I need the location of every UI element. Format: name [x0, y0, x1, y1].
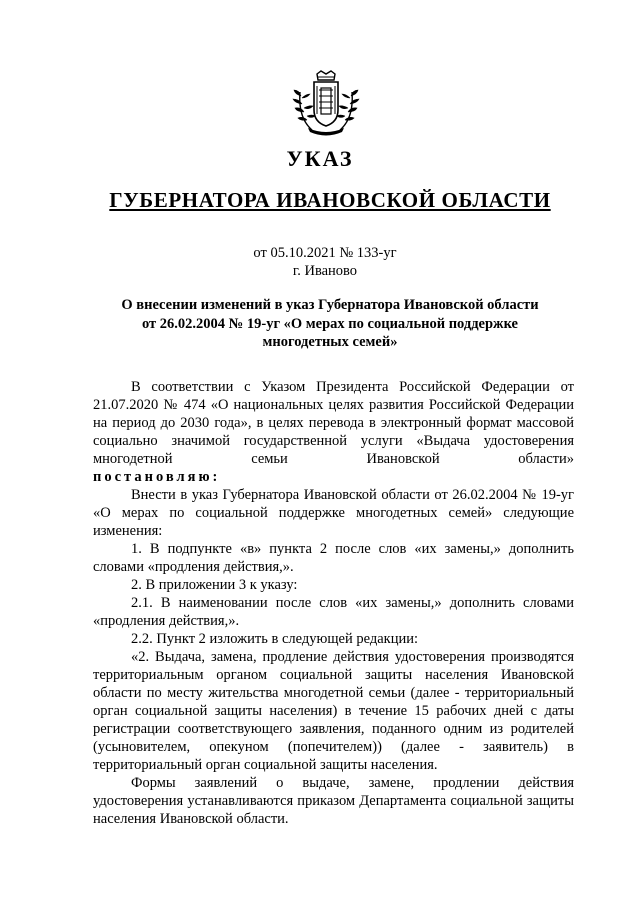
coat-of-arms-icon: [290, 70, 362, 136]
paragraph-item-1: 1. В подпункте «в» пункта 2 после слов «их замены,» дополнить словами «продления действия,».: [93, 541, 574, 575]
heading-line: от 26.02.2004 № 19-уг «О мерах по социальной поддержке: [141, 315, 518, 332]
document-body: [93, 378, 574, 828]
document-city: г. Иваново: [292, 263, 358, 279]
document-heading: [100, 296, 560, 352]
paragraph-item-2-1: 2.1. В наименовании после слов «их замены,» дополнить словами «продления действия,».: [93, 595, 574, 629]
paragraph-item-2: 2. В приложении 3 к указу:: [131, 577, 298, 593]
heading-line: многодетных семей»: [262, 334, 398, 350]
paragraph-preamble: В соответствии с Указом Президента Российской Федерации от 21.07.2020 № 474 «О национальных целях развития Российской Федерации на период до 2030 года», в целях перевода в электронный формат массовой социально значимой государственной услуги «Выдача удостоверения многодетной семьи Ивановской области»: [93, 379, 574, 467]
issuer-title: ГУБЕРНАТОРА ИВАНОВСКОЙ ОБЛАСТИ: [109, 188, 551, 212]
document-type-title: УКАЗ: [286, 146, 354, 171]
paragraph-amendment-intro: Внести в указ Губернатора Ивановской области от 26.02.2004 № 19-уг «О мерах по социальной поддержке многодетных семей» следующие изменения:: [93, 487, 574, 539]
document-date-number: от 05.10.2021 № 133-уг: [253, 245, 397, 261]
paragraph-forms: Формы заявлений о выдаче, замене, продлении действия удостоверения устанавливаются приказом Департамента социальной защиты населения Ивановской области.: [93, 775, 574, 827]
paragraph-quoted-clause: «2. Выдача, замена, продление действия удостоверения производятся территориальным органом социальной защиты населения Ивановской области по месту жительства многодетной семьи (далее - территориальный орган социальной защиты населения) в течение 15 рабочих дней с даты регистрации соответствующего заявления, поданного одним из родителей (усыновителем, опекуном (попечителем)) (далее - заявитель) в территориальный орган социальной защиты населения.: [93, 649, 574, 773]
paragraph-item-2-2: 2.2. Пункт 2 изложить в следующей редакции:: [131, 631, 419, 647]
paragraph-decree-word: постановляю:: [93, 469, 221, 485]
heading-line: О внесении изменений в указ Губернатора Ивановской области: [121, 297, 539, 313]
